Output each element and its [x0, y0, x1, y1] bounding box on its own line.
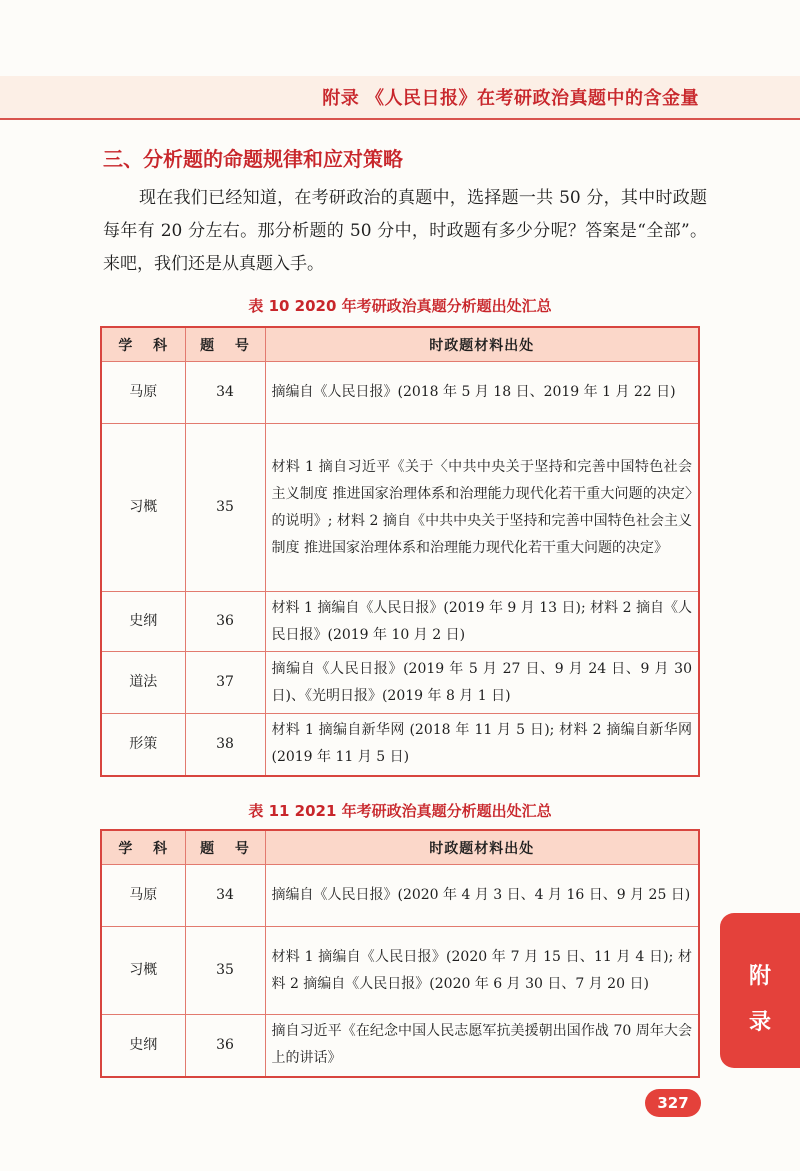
- intro-paragraph: 现在我们已经知道，在考研政治的真题中，选择题一共 50 分，其中时政题每年有 20 分左右。那分析题的 50 分中，时政题有多少分呢？答案是“全部”。来吧，我们还是从真题入手。: [103, 188, 707, 274]
- table-row: [101, 362, 699, 424]
- cell-number: 35: [185, 927, 265, 1015]
- column-header-number: 题 号: [185, 327, 265, 362]
- running-header: [0, 76, 800, 118]
- cell-subject: 习概: [101, 927, 185, 1015]
- column-header-source: 时政题材料出处: [265, 830, 699, 865]
- cell-subject: 习概: [101, 424, 185, 592]
- column-header-number: 题 号: [185, 830, 265, 865]
- cell-subject: 道法: [101, 652, 185, 714]
- column-header-source: 时政题材料出处: [265, 327, 699, 362]
- table-row: [101, 865, 699, 927]
- cell-number: 35: [185, 424, 265, 592]
- cell-subject: 史纲: [101, 592, 185, 652]
- table-row: [101, 424, 699, 592]
- table-10-caption: 表 10 2020 年考研政治真题分析题出处汇总: [248, 297, 552, 315]
- section-heading: 三、分析题的命题规律和应对策略: [103, 147, 403, 171]
- table-10: [100, 326, 700, 777]
- cell-number: 38: [185, 714, 265, 776]
- table-row: [101, 1015, 699, 1077]
- table-11: [100, 829, 700, 1078]
- cell-source: 摘编自《人民日报》(2020 年 4 月 3 日、4 月 16 日、9 月 25 日): [265, 865, 699, 927]
- cell-subject: 史纲: [101, 1015, 185, 1077]
- cell-number: 34: [185, 865, 265, 927]
- table-row: [101, 927, 699, 1015]
- cell-subject: 形策: [101, 714, 185, 776]
- side-tab-char: 录: [748, 1009, 771, 1035]
- cell-source: 摘编自《人民日报》(2019 年 5 月 27 日、9 月 24 日、9 月 30 日)、《光明日报》(2019 年 8 月 1 日): [265, 652, 699, 714]
- cell-number: 34: [185, 362, 265, 424]
- header-divider: [0, 118, 800, 120]
- side-tab-char: 附: [748, 963, 771, 989]
- table-11-caption: 表 11 2021 年考研政治真题分析题出处汇总: [248, 802, 552, 820]
- cell-source: 材料 1 摘编自《人民日报》(2020 年 7 月 15 日、11 月 4 日); 材料 2 摘编自《人民日报》(2020 年 6 月 30 日、7 月 20 日): [265, 927, 699, 1015]
- appendix-side-tab: [720, 913, 800, 1068]
- running-header-title: 附录 《人民日报》在考研政治真题中的含金量: [322, 88, 699, 109]
- page-number: 327: [645, 1089, 701, 1117]
- cell-source: 材料 1 摘自习近平《关于〈中共中央关于坚持和完善中国特色社会主义制度 推进国家治理体系和治理能力现代化若干重大问题的决定〉的说明》; 材料 2 摘自《中共中央关于坚持和完善中国特色社会主义制度 推进国家治理体系和治理能力现代化若干重大问题的决定》: [265, 424, 699, 592]
- cell-subject: 马原: [101, 865, 185, 927]
- table-row: [101, 652, 699, 714]
- cell-source: 摘编自《人民日报》(2018 年 5 月 18 日、2019 年 1 月 22 日): [265, 362, 699, 424]
- column-header-subject: 学 科: [101, 830, 185, 865]
- cell-source: 材料 1 摘编自新华网 (2018 年 11 月 5 日); 材料 2 摘编自新华网 (2019 年 11 月 5 日): [265, 714, 699, 776]
- table-row: [101, 714, 699, 776]
- cell-source: 摘自习近平《在纪念中国人民志愿军抗美援朝出国作战 70 周年大会上的讲话》: [265, 1015, 699, 1077]
- table-row: [101, 592, 699, 652]
- column-header-subject: 学 科: [101, 327, 185, 362]
- table-header-row: [101, 830, 699, 865]
- cell-number: 36: [185, 1015, 265, 1077]
- cell-number: 37: [185, 652, 265, 714]
- cell-subject: 马原: [101, 362, 185, 424]
- table-header-row: [101, 327, 699, 362]
- cell-source: 材料 1 摘编自《人民日报》(2019 年 9 月 13 日); 材料 2 摘自《人民日报》(2019 年 10 月 2 日): [265, 592, 699, 652]
- cell-number: 36: [185, 592, 265, 652]
